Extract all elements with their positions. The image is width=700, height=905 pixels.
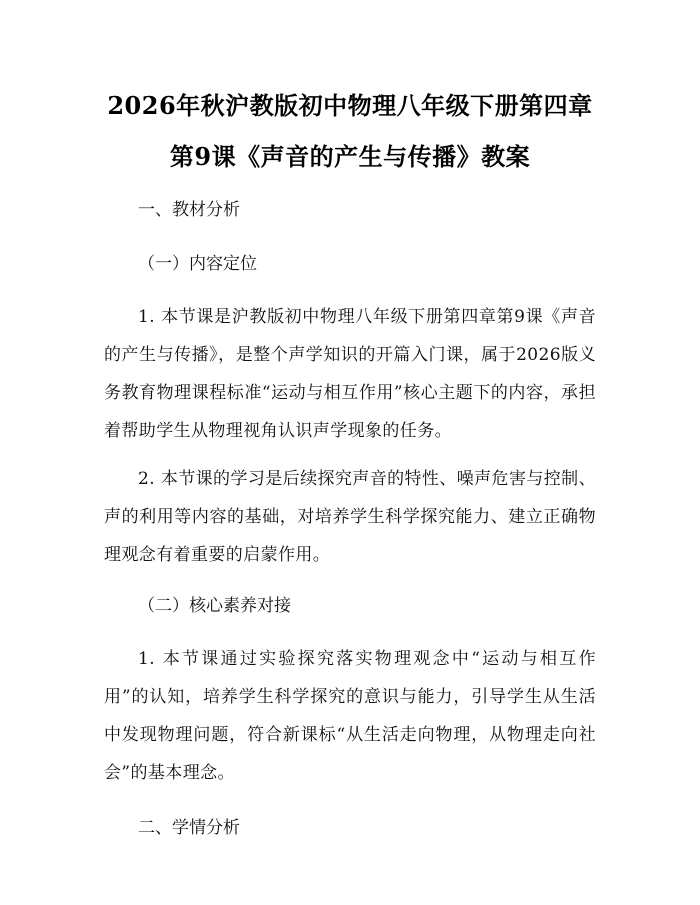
paragraph-content-positioning-2: 2. 本节课的学习是后续探究声音的特性、噪声危害与控制、声的利用等内容的基础，对培养学生科学探究能力、建立正确物理观念有着重要的启蒙作用。	[104, 469, 596, 565]
paragraph-core-literacy-1: 1. 本节课通过实验探究落实物理观念中“运动与相互作用”的认知，培养学生科学探究的意识与能力，引导学生从生活中发现物理问题，符合新课标“从生活走向物理，从物理走向社会”的基本理念。	[104, 649, 596, 783]
paragraph-content-positioning-1: 1. 本节课是沪教版初中物理八年级下册第四章第9课《声音的产生与传播》，是整个声学知识的开篇入门课，属于2026版义务教育物理课程标准“运动与相互作用”核心主题下的内容，承担着帮助学生从物理视角认识声学现象的任务。	[104, 307, 596, 441]
section-heading-textbook-analysis: 一、教材分析	[138, 200, 240, 220]
document-title	[104, 80, 596, 182]
document-body	[104, 196, 596, 842]
subsection-heading-content-positioning: （一）内容定位	[138, 254, 257, 274]
subsection-heading-core-literacy: （二）核心素养对接	[138, 596, 291, 616]
title-line-1: 2026年秋沪教版初中物理八年级下册第四章	[107, 91, 593, 120]
section-heading-student-analysis: 二、学情分析	[138, 818, 240, 838]
title-line-2: 第9课《声音的产生与传播》教案	[169, 142, 531, 171]
